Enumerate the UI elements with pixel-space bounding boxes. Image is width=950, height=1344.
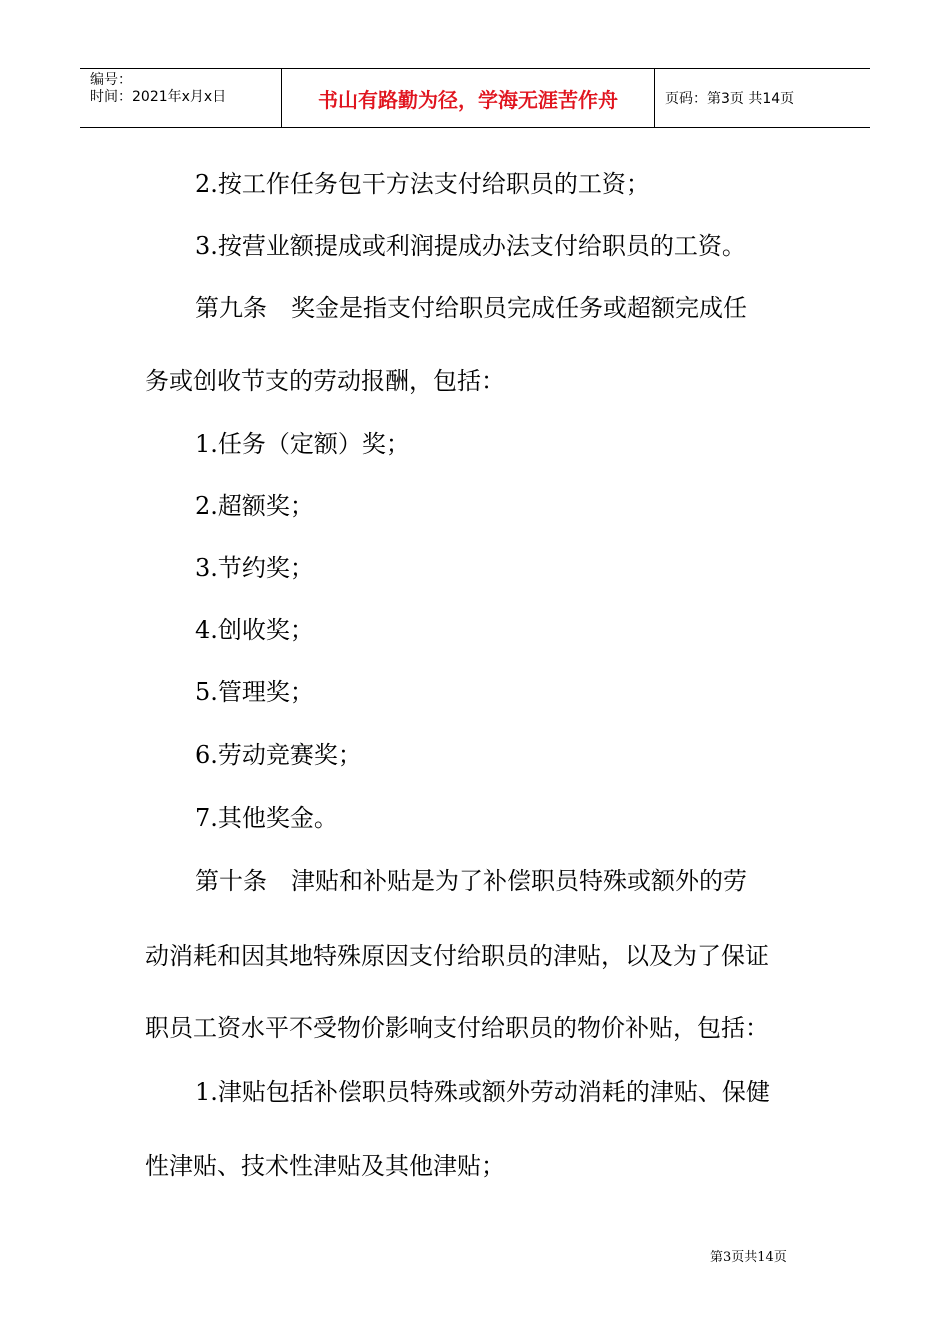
list-item: 1.任务（定额）奖； — [195, 430, 410, 458]
paragraph-line: 性津贴、技术性津贴及其他津贴； — [145, 1152, 505, 1180]
header-page-code-cell — [655, 69, 870, 127]
list-item: 5.管理奖； — [195, 678, 314, 706]
paragraph-line: 动消耗和因其地特殊原因支付给职员的津贴，以及为了保证 — [145, 942, 769, 970]
paragraph-line: 职员工资水平不受物价影响支付给职员的物价补贴，包括： — [145, 1014, 769, 1042]
document-header — [80, 68, 870, 128]
paragraph-line: 务或创收节支的劳动报酬，包括： — [145, 367, 505, 395]
list-item: 4.创收奖； — [195, 616, 314, 644]
header-motto-cell — [282, 69, 655, 127]
list-item: 7.其他奖金。 — [195, 804, 338, 832]
paragraph-line: 2.按工作任务包干方法支付给职员的工资； — [195, 170, 650, 198]
motto-text: 书山有路勤为径，学海无涯苦作舟 — [318, 87, 618, 112]
list-item: 6.劳动竞赛奖； — [195, 741, 362, 769]
list-item: 1.津贴包括补偿职员特殊或额外劳动消耗的津贴、保健 — [195, 1078, 770, 1106]
time-label: 时间：2021年x月x日 — [90, 89, 227, 105]
list-item: 2.超额奖； — [195, 492, 314, 520]
paragraph-line: 3.按营业额提成或利润提成办法支付给职员的工资。 — [195, 232, 746, 260]
article-ten-line: 第十条 津贴和补贴是为了补偿职员特殊或额外的劳 — [195, 867, 747, 895]
page-code: 页码：第3页 共14页 — [665, 91, 795, 107]
number-label: 编号： — [90, 72, 132, 88]
list-item: 3.节约奖； — [195, 554, 314, 582]
page-footer: 第3页共14页 — [710, 1250, 787, 1265]
header-meta — [80, 69, 282, 127]
article-nine-line: 第九条 奖金是指支付给职员完成任务或超额完成任 — [195, 294, 747, 322]
